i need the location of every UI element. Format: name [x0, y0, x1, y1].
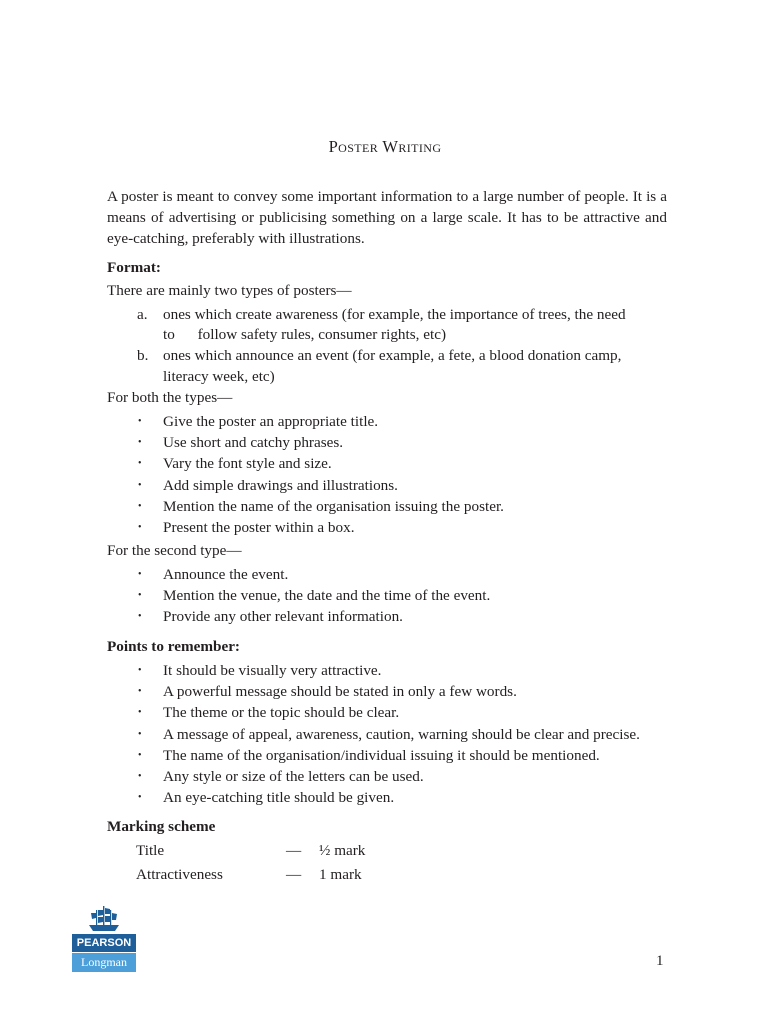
list-item-text: Announce the event. — [163, 566, 289, 583]
bullet-icon: • — [138, 569, 142, 580]
pearson-longman-logo — [72, 904, 136, 972]
list-item-text: The theme or the topic should be clear. — [163, 704, 400, 722]
list-item-text: A message of appeal, awareness, caution, warning should be clear and precise. — [163, 725, 640, 743]
bullet-icon: • — [138, 590, 142, 602]
both-types-lead: For both the types— — [107, 389, 233, 406]
type-text-line2: to follow safety rules, consumer rights, etc) — [163, 326, 447, 343]
page-number: 1 — [656, 953, 664, 969]
marking-label: Title — [136, 842, 165, 859]
type-text-line2: literacy week, etc) — [163, 368, 275, 385]
format-lead: There are mainly two types of posters— — [107, 282, 352, 299]
marking-dash: — — [286, 866, 302, 883]
marking-label: Attractiveness — [136, 866, 223, 883]
type-marker: b. — [137, 347, 149, 364]
list-item-text: Present the poster within a box. — [163, 519, 355, 536]
list-item-text: Mention the venue, the date and the time of the event. — [163, 587, 491, 605]
marking-heading: Marking scheme — [107, 818, 216, 835]
list-item-text: Any style or size of the letters can be used. — [163, 768, 424, 785]
list-item-text: It should be visually very attractive. — [163, 662, 382, 679]
page-title: Poster Writing — [328, 137, 442, 156]
marking-value: 1 mark — [319, 866, 362, 883]
list-item-text: Mention the name of the organisation issuing the poster. — [163, 497, 504, 515]
bullet-icon: • — [138, 728, 142, 740]
list-item-text: A powerful message should be stated in only a few words. — [163, 683, 517, 701]
logo-top-text: PEARSON — [72, 934, 136, 952]
bullet-icon: • — [138, 479, 142, 491]
bullet-icon: • — [138, 749, 142, 761]
bullet-icon: • — [138, 771, 142, 782]
logo-bottom-text: Longman — [72, 953, 136, 972]
marking-value: ½ mark — [319, 842, 366, 859]
bullet-icon: • — [138, 686, 142, 698]
list-item-text: Add simple drawings and illustrations. — [163, 476, 398, 494]
bullet-icon: • — [138, 792, 142, 804]
bullet-icon: • — [138, 522, 142, 533]
bullet-icon: • — [138, 611, 142, 623]
bullet-icon: • — [138, 665, 142, 676]
ship-icon — [72, 904, 136, 934]
intro-paragraph: A poster is meant to convey some important information to a large number of people. It is a means of advertising or publicising something on a large scale. It has to be attractive and eye-catching, preferably with illustrations. — [107, 188, 667, 247]
marking-dash: — — [286, 842, 302, 859]
list-item-text: Give the poster an appropriate title. — [163, 413, 379, 430]
type-text-line1: ones which create awareness (for example, the importance of trees, the need — [163, 306, 626, 323]
bullet-icon: • — [138, 500, 142, 512]
type-text-line1: ones which announce an event (for example, a fete, a blood donation camp, — [163, 347, 622, 364]
bullet-icon: • — [138, 458, 142, 470]
type-marker: a. — [137, 306, 148, 323]
bullet-icon: • — [138, 437, 142, 449]
points-heading: Points to remember: — [107, 638, 240, 655]
list-item-text: Provide any other relevant information. — [163, 608, 403, 626]
bullet-icon: • — [138, 707, 142, 719]
list-item-text: An eye-catching title should be given. — [163, 789, 395, 807]
format-heading: Format: — [107, 259, 161, 276]
bullet-icon: • — [138, 416, 142, 427]
list-item-text: Use short and catchy phrases. — [163, 434, 344, 452]
list-item-text: The name of the organisation/individual issuing it should be mentioned. — [163, 746, 600, 764]
list-item-text: Vary the font style and size. — [163, 455, 332, 473]
second-type-lead: For the second type— — [107, 542, 242, 559]
